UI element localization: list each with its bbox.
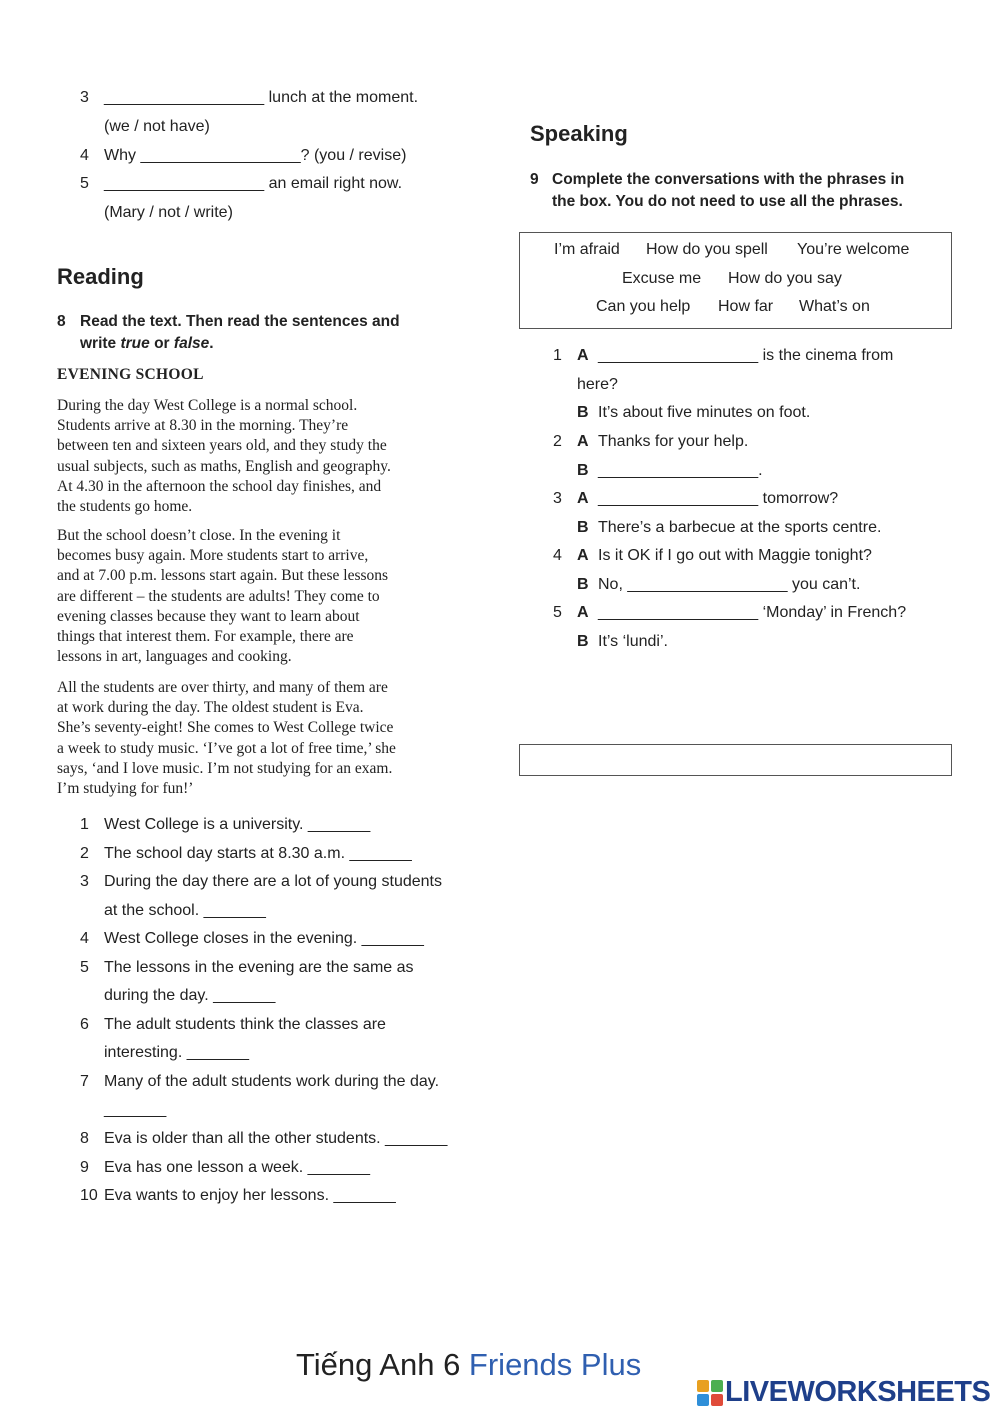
phrase-youre-welcome: You’re welcome [797,241,910,258]
liveworksheets-logo-icon [697,1380,723,1406]
item-text: The lessons in the evening are the same as [104,959,414,976]
text-line: things that interest them. For example, there are [57,628,354,646]
item-number: 8 [80,1130,89,1147]
footer-title-part2: Friends Plus [468,1347,642,1382]
instr-true: true [120,335,150,352]
item-text: __________________ lunch at the moment. [104,89,419,106]
text-line: the students go home. [57,498,193,516]
line-a: __________________ ‘Monday’ in French? [598,604,907,621]
text-line: lessons in art, languages and cooking. [57,648,292,666]
reading-paragraph-2 [57,526,477,667]
exercise-number: 8 [57,313,66,330]
item-number: 3 [553,490,562,507]
speaker-a: A [577,433,589,450]
item-number: 2 [553,433,562,450]
text-line: Students arrive at 8.30 in the morning. They’re [57,417,349,435]
text-line: During the day West College is a normal school. [57,397,358,414]
statement-5-continued: during the day. _______ [104,987,276,1004]
item-text: During the day there are a lot of young students [104,873,442,890]
text-line: says, ‘and I love music. I’m not studying for an exam. [57,759,393,777]
speaker-b: B [577,404,589,421]
item-number: 4 [80,930,89,947]
phrase-im-afraid: I’m afraid [554,241,620,258]
instr-false: false [173,335,210,352]
text-line: between ten and sixteen years old, and they study the [57,437,387,455]
speaker-b: B [577,519,589,536]
text-line: and at 7.00 p.m. lessons start again. But these lessons [57,567,389,585]
instr-or: or [149,335,174,352]
footer-title [296,1347,641,1383]
speaker-b: B [577,576,589,593]
phrase-how-do-you-spell: How do you spell [646,241,768,258]
speaker-b: B [577,462,589,479]
text-line: She’s seventy-eight! She comes to West College twice [57,719,394,737]
phrase-how-do-you-say: How do you say [728,270,842,287]
item-number: 3 [80,873,89,890]
phrase-whats-on: What’s on [799,298,870,315]
speaker-a: A [577,347,589,364]
statement-6-continued: interesting. _______ [104,1044,249,1061]
item-text: The school day starts at 8.30 a.m. _______ [104,845,412,862]
text-line: But the school doesn’t close. In the evening it [57,527,341,544]
text-line: are different – the students are adults! They come to [57,587,380,605]
reading-paragraph-3 [57,678,477,799]
reading-text-title: EVENING SCHOOL [57,366,204,383]
item-number: 2 [80,845,89,862]
text-line: at work during the day. The oldest student is Eva. [57,699,364,717]
speaker-a: A [577,604,589,621]
logo-text: LIVEWORKSHEETS [725,1376,991,1408]
item-number: 5 [80,959,89,976]
instr-end: . [209,335,214,352]
phrase-how-far: How far [718,298,774,315]
speaker-b: B [577,633,589,650]
item-text: West College closes in the evening. _______ [104,930,424,947]
reading-heading: Reading [57,264,144,289]
item-text: __________________ an email right now. [104,175,403,192]
item-text: Why __________________? (you / revise) [104,147,407,164]
text-line: At 4.30 in the afternoon the school day finishes, and [57,477,382,495]
item-number: 1 [80,816,89,833]
text-line: I’m studying for fun!’ [57,780,194,798]
exercise-number: 9 [530,171,539,188]
text-line: a week to study music. ‘I’ve got a lot of free time,’ she [57,739,396,757]
statement-3-continued: at the school. _______ [104,902,266,919]
statement-7-continued: _______ [104,1101,167,1118]
phrase-box [519,232,952,329]
footer-title-part1: Tiếng Anh 6 [296,1347,469,1382]
speaker-a: A [577,547,589,564]
item-number: 10 [80,1187,98,1204]
line-b: There’s a barbecue at the sports centre. [598,519,882,536]
line-b: It’s about five minutes on foot. [598,404,811,421]
text-line: evening classes because they want to learn about [57,607,360,625]
item-number: 9 [80,1159,89,1176]
speaker-a: A [577,490,589,507]
item-number: 3 [80,89,89,106]
item-number: 4 [553,547,562,564]
line-a: __________________ is the cinema from [598,347,894,364]
conversation-1-a-continued: here? [577,376,618,393]
line-a: Is it OK if I go out with Maggie tonight? [598,547,872,564]
item-text: Many of the adult students work during the day. [104,1073,440,1090]
instruction-line-2 [80,333,214,355]
item-text: The adult students think the classes are [104,1016,386,1033]
reading-paragraph-1 [57,396,477,517]
instr-write: write [80,335,121,352]
phrase-excuse-me: Excuse me [622,270,702,287]
item-number: 5 [80,175,89,192]
item-hint: (Mary / not / write) [104,204,233,221]
text-line: All the students are over thirty, and many of them are [57,679,388,696]
item-text: Eva has one lesson a week. _______ [104,1159,370,1176]
text-line: becomes busy again. More students start to arrive, [57,547,369,565]
item-text: Eva wants to enjoy her lessons. _______ [104,1187,396,1204]
instruction-line-1: Complete the conversations with the phrases in [552,171,905,188]
empty-box [519,744,952,776]
item-number: 4 [80,147,89,164]
item-number: 5 [553,604,562,621]
instruction-line-2: the box. You do not need to use all the phrases. [552,193,903,210]
text-line: usual subjects, such as maths, English and geography. [57,457,391,475]
item-number: 1 [553,347,562,364]
speaking-heading: Speaking [530,121,628,146]
line-a: Thanks for your help. [598,433,749,450]
line-b: __________________. [598,462,763,479]
line-b: No, __________________ you can’t. [598,576,861,593]
line-b: It’s ‘lundi’. [598,633,668,650]
item-hint: (we / not have) [104,118,210,135]
item-number: 6 [80,1016,89,1033]
phrase-can-you-help: Can you help [596,298,691,315]
item-text: Eva is older than all the other students. _______ [104,1130,448,1147]
item-text: West College is a university. _______ [104,816,371,833]
line-a: __________________ tomorrow? [598,490,839,507]
liveworksheets-logo[interactable] [697,1376,993,1410]
item-number: 7 [80,1073,89,1090]
instruction-line-1: Read the text. Then read the sentences and [80,313,400,330]
